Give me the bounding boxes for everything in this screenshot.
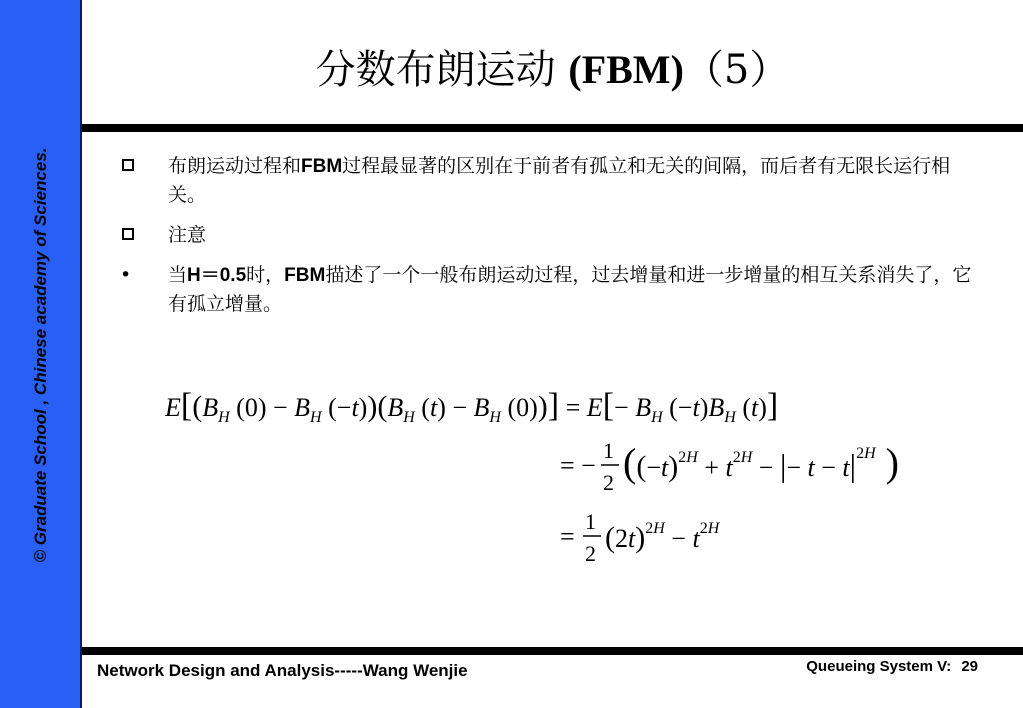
bullet-item — [118, 261, 978, 319]
sidebar — [0, 0, 82, 708]
bullet-item — [118, 152, 978, 210]
bullet-list — [118, 152, 978, 330]
bullet-text-bold: FBM — [301, 156, 343, 177]
svg-text:2: 2 — [585, 541, 596, 566]
page-number: 29 — [961, 658, 978, 675]
svg-text:1: 1 — [603, 438, 614, 463]
svg-text:((−t)2H + t2H − |− t − t|2H ): ($(-t)^2H + t^2H$ − |− $t - t|^2H$ ) — [623, 440, 899, 485]
bullet-text: 时， — [246, 264, 285, 286]
bullet-text: 注意 — [168, 224, 207, 246]
svg-text:(2t)2H − t2H: $(2t)^2H - t^2H$ — [605, 520, 720, 554]
bullet-text-bold: H＝0.5 — [187, 265, 247, 286]
square-bullet-icon — [122, 228, 134, 240]
svg-text:=: = — [560, 522, 575, 551]
formula — [165, 380, 925, 580]
bullet-text: 当 — [168, 264, 188, 286]
footer-page-info — [806, 658, 978, 675]
page-title — [82, 42, 1023, 98]
square-bullet-icon — [122, 159, 134, 171]
title-cn: 分数布朗运动 — [315, 47, 569, 93]
svg-text:= −: = − — [560, 451, 596, 480]
title-en: (FBM) — [568, 47, 684, 92]
formula-line-3 — [560, 509, 721, 566]
sidebar-copyright: © Graduate School , Chinese academy of Sciences. — [31, 147, 50, 563]
footer-label: Queueing System V: — [806, 658, 952, 675]
bullet-text: 布朗运动过程和 — [168, 155, 302, 177]
formula-line-1: $E[(B_H$ $(0) - B_H$ $(-t))(B_H$ $(t) - B_H$ $(0))] = E[- B_H$ $(-t)B_H$ (t)] — [165, 387, 779, 426]
bullet-text: 过程最显著的区别在于前者有孤立和无关的间隔，而后者有无限长运行相关。 — [168, 155, 951, 206]
dot-bullet-icon: • — [120, 264, 132, 286]
footer-rule — [82, 647, 1023, 655]
formula-line-2 — [560, 438, 899, 495]
svg-text:2: 2 — [603, 470, 614, 495]
svg-text:1: 1 — [585, 509, 596, 534]
bullet-text-bold: FBM — [284, 265, 326, 286]
footer-course: Network Design and Analysis-----Wang Wenjie — [97, 661, 468, 680]
title-suffix: （5） — [683, 47, 790, 93]
bullet-item — [118, 221, 978, 250]
bullet-text: 描述了一个一般布朗运动过程，过去增量和进一步增量的相互关系消失了，它有孤立增量。 — [168, 264, 972, 315]
title-rule — [82, 124, 1023, 132]
